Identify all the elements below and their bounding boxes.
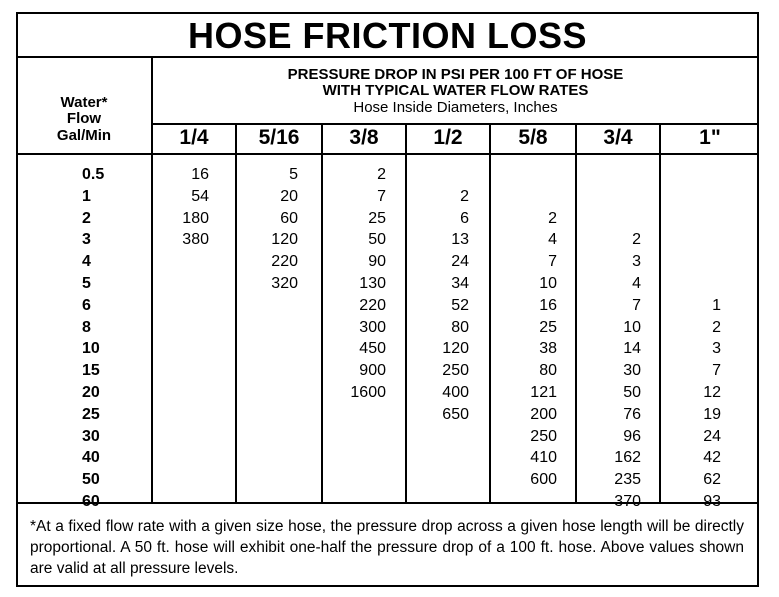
pressure-drop-cell: 370 [614, 493, 641, 510]
pressure-drop-cell [326, 469, 386, 491]
pressure-drop-cell: 650 [442, 405, 469, 423]
pressure-drop-cell: 220 [359, 296, 386, 314]
pressure-drop-cell [581, 208, 641, 230]
column-header-1-2: 1/2 [433, 126, 463, 149]
column-header-divider [16, 153, 759, 155]
pressure-drop-cell: 320 [271, 275, 298, 292]
flow-rate-cell: 30 [82, 427, 100, 445]
pressure-drop-cell: 93 [703, 493, 721, 510]
pressure-drop-cell [497, 186, 557, 208]
header-line-2: WITH TYPICAL WATER FLOW RATES [322, 82, 589, 99]
pressure-drop-cell [581, 164, 641, 186]
pressure-drop-cell [238, 491, 298, 513]
header-line-3: Hose Inside Diameters, Inches [353, 99, 558, 116]
pressure-drop-cell [238, 447, 298, 469]
pressure-drop-cell [149, 338, 209, 360]
column-header-5-16: 5/16 [258, 126, 300, 149]
pressure-drop-cell [661, 186, 721, 208]
pressure-drop-cell: 60 [280, 209, 298, 227]
pressure-drop-cell [238, 338, 298, 360]
column-divider [489, 123, 491, 504]
pressure-drop-cell [661, 251, 721, 273]
column-header-1-4: 1/4 [179, 126, 209, 149]
pressure-drop-cell: 1 [712, 296, 721, 314]
pressure-drop-cell: 16 [191, 166, 209, 183]
pressure-drop-cell [661, 273, 721, 295]
flow-rate-cell: 8 [82, 318, 91, 336]
pressure-drop-cell: 3 [712, 340, 721, 358]
pressure-drop-cell [581, 186, 641, 208]
pressure-drop-cell: 235 [614, 471, 641, 489]
pressure-drop-cell: 1600 [350, 384, 386, 401]
pressure-drop-cell [149, 273, 209, 295]
pressure-drop-cell: 200 [530, 405, 557, 423]
pressure-drop-cell [661, 164, 721, 186]
pressure-drop-cell: 34 [451, 275, 469, 292]
pressure-drop-cell: 130 [359, 275, 386, 292]
pressure-drop-cell: 3 [632, 253, 641, 271]
pressure-drop-cell: 24 [451, 253, 469, 271]
pressure-drop-cell: 14 [623, 340, 641, 358]
flow-header-line-3: Gal/Min [56, 127, 112, 144]
pressure-drop-cell: 4 [632, 275, 641, 292]
flow-rate-cell: 25 [82, 405, 100, 423]
pressure-drop-cell: 50 [368, 231, 386, 249]
flow-rate-cell: 6 [82, 296, 91, 314]
flow-rate-cell: 4 [82, 253, 91, 271]
pressure-drop-cell: 80 [539, 362, 557, 380]
flow-rate-cell: 20 [82, 384, 100, 401]
pressure-drop-cell [497, 164, 557, 186]
column-header-3-8: 3/8 [349, 126, 379, 149]
pressure-drop-cell [149, 469, 209, 491]
pressure-drop-cell [149, 360, 209, 382]
pressure-drop-cell [497, 491, 557, 513]
footnote: *At a fixed flow rate with a given size hose, the pressure drop across a given hose length will be directly proportional. A 50 ft. hose will exhibit one-half the pressure drop of a 100 ft. hose. Above values shown are valid at all pressure levels. [30, 518, 744, 577]
pressure-drop-cell: 12 [703, 384, 721, 401]
pressure-drop-cell [326, 447, 386, 469]
pressure-drop-cell: 180 [182, 209, 209, 227]
pressure-drop-cell [661, 229, 721, 251]
pressure-drop-cell [409, 447, 469, 469]
pressure-drop-cell [149, 426, 209, 448]
pressure-drop-cell: 2 [712, 318, 721, 336]
pressure-drop-cell: 250 [442, 362, 469, 380]
pressure-drop-cell: 600 [530, 471, 557, 489]
pressure-drop-cell: 250 [530, 427, 557, 445]
pressure-drop-cell: 2 [377, 166, 386, 183]
pressure-drop-cell: 380 [182, 231, 209, 249]
pressure-drop-cell [238, 382, 298, 404]
column-divider [575, 123, 577, 504]
pressure-drop-cell: 13 [451, 231, 469, 249]
column-header-3-4: 3/4 [603, 126, 633, 149]
pressure-drop-cell: 6 [460, 209, 469, 227]
pressure-drop-cell: 450 [359, 340, 386, 358]
pressure-drop-cell: 2 [460, 187, 469, 205]
column-header-5-8: 5/8 [518, 126, 548, 149]
flow-rate-cell: 0.5 [82, 166, 105, 183]
pressure-drop-cell [238, 295, 298, 317]
pressure-drop-cell [238, 404, 298, 426]
pressure-drop-cell: 52 [451, 296, 469, 314]
pressure-drop-cell: 76 [623, 405, 641, 423]
pressure-drop-cell: 4 [548, 231, 557, 249]
pressure-drop-cell: 400 [442, 384, 469, 401]
pressure-drop-cell: 42 [703, 449, 721, 467]
flow-rate-cell: 2 [82, 209, 91, 227]
pressure-drop-cell: 5 [289, 166, 298, 183]
pressure-drop-cell: 16 [539, 296, 557, 314]
pressure-drop-cell: 7 [712, 362, 721, 380]
subheader-divider [152, 123, 759, 125]
pressure-drop-cell [149, 447, 209, 469]
pressure-drop-cell [238, 360, 298, 382]
flow-rate-cell: 50 [82, 471, 100, 489]
pressure-drop-cell: 7 [632, 296, 641, 314]
pressure-drop-cell: 7 [377, 187, 386, 205]
column-header-1: 1" [699, 126, 721, 149]
pressure-drop-cell [149, 404, 209, 426]
pressure-drop-cell: 90 [368, 253, 386, 271]
pressure-drop-cell: 120 [271, 231, 298, 249]
flow-rate-cell: 10 [82, 340, 100, 358]
column-divider [235, 123, 237, 504]
pressure-drop-cell [326, 491, 386, 513]
pressure-drop-cell: 10 [539, 275, 557, 292]
pressure-drop-cell: 25 [368, 209, 386, 227]
title-divider [16, 56, 759, 58]
pressure-drop-cell: 96 [623, 427, 641, 445]
pressure-drop-cell: 121 [530, 384, 557, 401]
pressure-drop-cell [149, 317, 209, 339]
pressure-drop-cell [409, 491, 469, 513]
pressure-drop-cell: 20 [280, 187, 298, 205]
flow-rate-cell: 60 [82, 493, 100, 510]
pressure-drop-cell [326, 426, 386, 448]
pressure-drop-cell: 38 [539, 340, 557, 358]
pressure-drop-cell [149, 491, 209, 513]
pressure-drop-cell [238, 469, 298, 491]
pressure-drop-cell: 300 [359, 318, 386, 336]
pressure-drop-cell: 24 [703, 427, 721, 445]
pressure-drop-cell [238, 426, 298, 448]
pressure-drop-cell [149, 295, 209, 317]
pressure-drop-cell [409, 164, 469, 186]
pressure-drop-cell: 900 [359, 362, 386, 380]
flow-rate-cell: 15 [82, 362, 100, 380]
pressure-drop-cell [409, 469, 469, 491]
pressure-drop-cell: 10 [623, 318, 641, 336]
pressure-drop-cell: 2 [632, 231, 641, 249]
column-divider [321, 123, 323, 504]
pressure-drop-cell [238, 317, 298, 339]
pressure-drop-cell [409, 426, 469, 448]
pressure-drop-cell [661, 208, 721, 230]
pressure-drop-cell: 7 [548, 253, 557, 271]
flow-rate-cell: 3 [82, 231, 91, 249]
pressure-drop-cell: 19 [703, 405, 721, 423]
footnote-divider [16, 502, 759, 504]
flow-rate-cell: 5 [82, 275, 91, 292]
pressure-drop-cell [149, 251, 209, 273]
pressure-drop-cell: 62 [703, 471, 721, 489]
pressure-drop-cell: 120 [442, 340, 469, 358]
column-divider [405, 123, 407, 504]
pressure-drop-cell: 80 [451, 318, 469, 336]
page-title: HOSE FRICTION LOSS [187, 15, 588, 56]
pressure-drop-cell [326, 404, 386, 426]
flow-rate-cell: 1 [82, 187, 91, 205]
pressure-drop-cell [149, 382, 209, 404]
pressure-drop-cell: 30 [623, 362, 641, 380]
pressure-drop-cell: 410 [530, 449, 557, 467]
flow-header-line-1: Water* [60, 94, 108, 111]
pressure-drop-cell: 25 [539, 318, 557, 336]
flow-header-line-2: Flow [66, 110, 102, 127]
pressure-drop-cell: 2 [548, 209, 557, 227]
pressure-drop-cell: 220 [271, 253, 298, 271]
pressure-drop-cell: 162 [614, 449, 641, 467]
flow-rate-cell: 40 [82, 449, 100, 467]
header-line-1: PRESSURE DROP IN PSI PER 100 FT OF HOSE [287, 66, 624, 83]
pressure-drop-cell: 54 [191, 187, 209, 205]
pressure-drop-cell: 50 [623, 384, 641, 401]
